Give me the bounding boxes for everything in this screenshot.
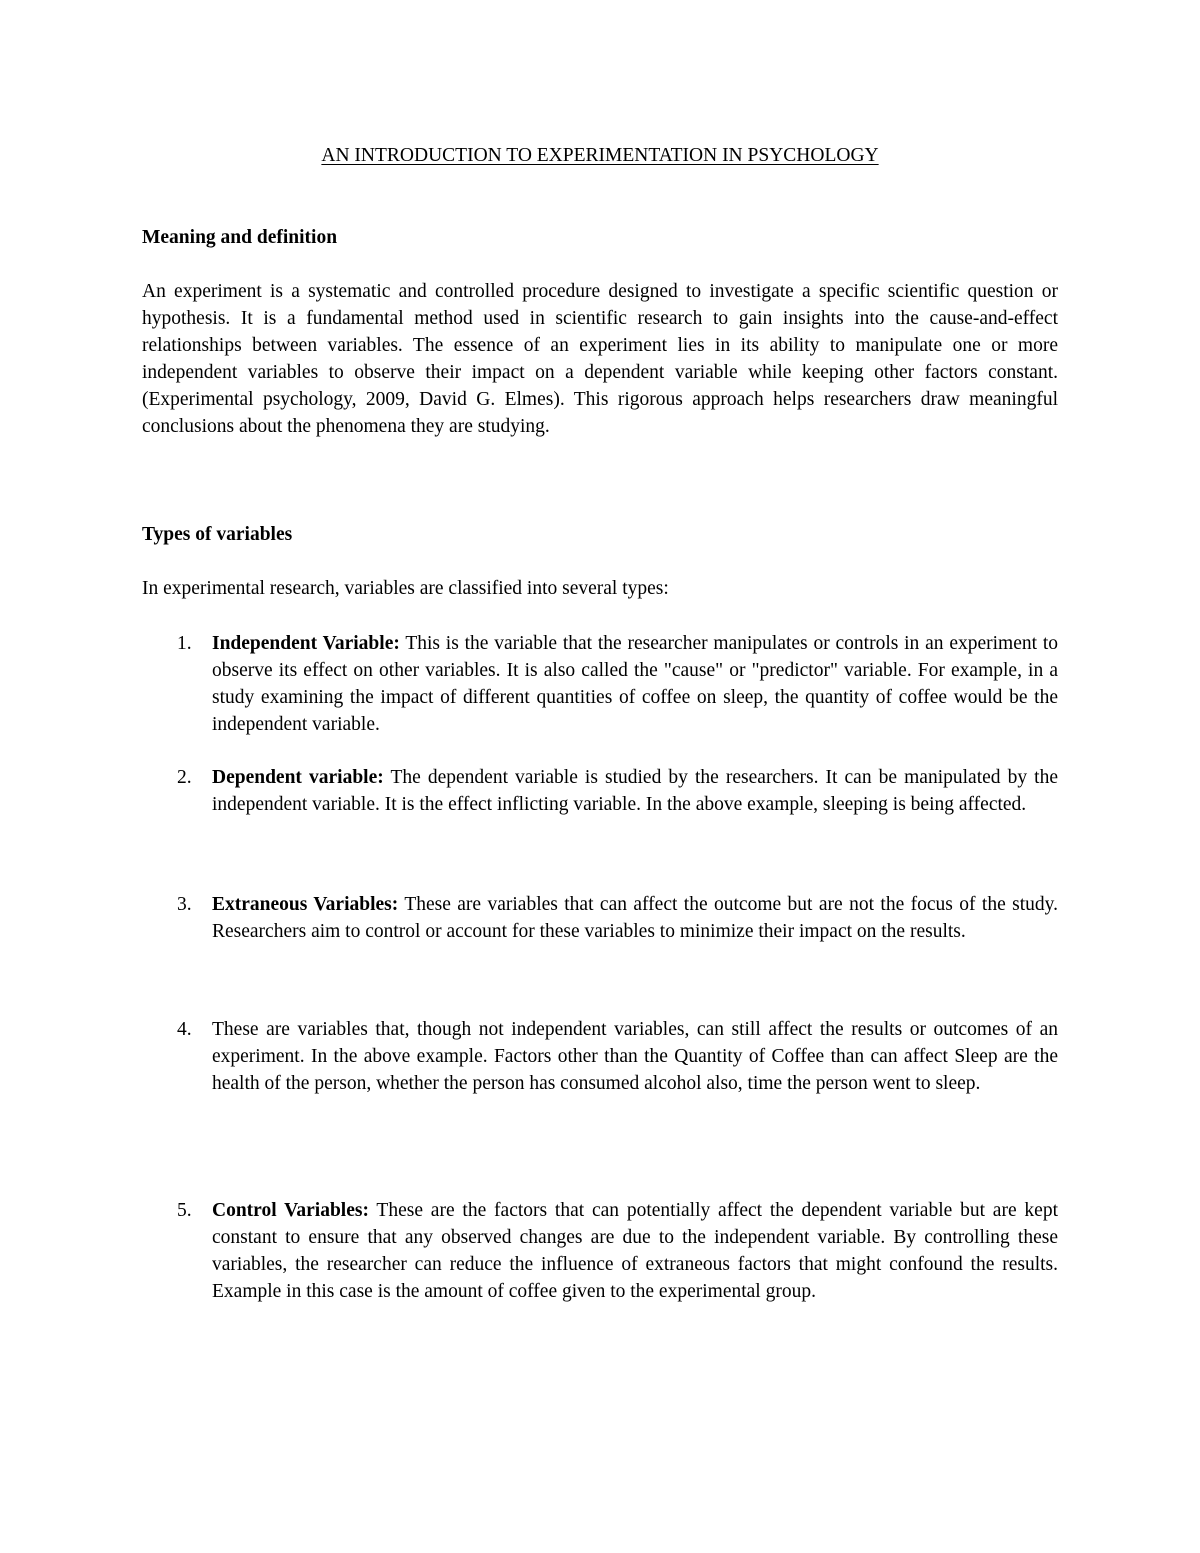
list-number: 1. (177, 633, 192, 654)
section-heading-meaning: Meaning and definition (142, 227, 338, 248)
list-text: These are variables that can affect the outcome but are not the focus of the study. Researchers aim to control or account for these variables to minimize their impact on the results. (212, 894, 1059, 942)
definition-paragraph: An experiment is a systematic and controlled procedure designed to investigate a specific scientific question or hypothesis. It is a fundamental method used in scientific research to gain insights into the cause-and-effect relationships between variables. The essence of an experiment lies in its ability to manipulate one or more independent variables to observe their impact on a dependent variable while keeping other factors constant. (Experimental psychology, 2009, David G. Elmes). This rigorous approach helps researchers draw meaningful conclusions about the phenomena they are studying. (142, 281, 1058, 437)
list-term: Control Variables: (212, 1200, 369, 1221)
list-text: These are the factors that can potentially affect the dependent variable but are kept constant to ensure that any observed changes are due to the independent variable. By controlling these variables, the researcher can reduce the influence of extraneous factors that might confound the results. Example in this case is the amount of coffee given to the experimental group. (212, 1200, 1058, 1302)
list-number: 5. (177, 1200, 192, 1221)
list-text: These are variables that, though not independent variables, can still affect the results or outcomes of an experiment. In the above example. Factors other than the Quantity of Coffee than can affect Sleep are the health of the person, whether the person has consumed alcohol also, time the person went to sleep. (212, 1019, 1058, 1094)
types-intro: In experimental research, variables are classified into several types: (142, 578, 669, 599)
list-body (212, 764, 1058, 818)
list-number: 2. (177, 767, 192, 788)
list-body (212, 1016, 1058, 1097)
document-title: AN INTRODUCTION TO EXPERIMENTATION IN PSYCHOLOGY (321, 145, 879, 166)
list-number: 3. (177, 894, 192, 915)
section-heading-types: Types of variables (142, 524, 293, 545)
list-term: Dependent variable: (212, 767, 384, 788)
list-number: 4. (177, 1019, 192, 1040)
list-term: Extraneous Variables: (212, 894, 399, 915)
list-text: This is the variable that the researcher manipulates or controls in an experiment to observe its effect on other variables. It is also called the "cause" or "predictor" variable. For example, in a study examining the impact of different quantities of coffee on sleep, the quantity of coffee would be the independent variable. (212, 633, 1059, 735)
list-body (212, 1197, 1058, 1305)
list-body (212, 891, 1058, 945)
types-intro-block (142, 575, 1058, 602)
list-body (212, 630, 1058, 738)
definition-paragraph-block (142, 278, 1058, 440)
list-text: The dependent variable is studied by the researchers. It can be manipulated by the independent variable. It is the effect inflicting variable. In the above example, sleeping is being affected. (212, 767, 1058, 815)
list-term: Independent Variable: (212, 633, 400, 654)
